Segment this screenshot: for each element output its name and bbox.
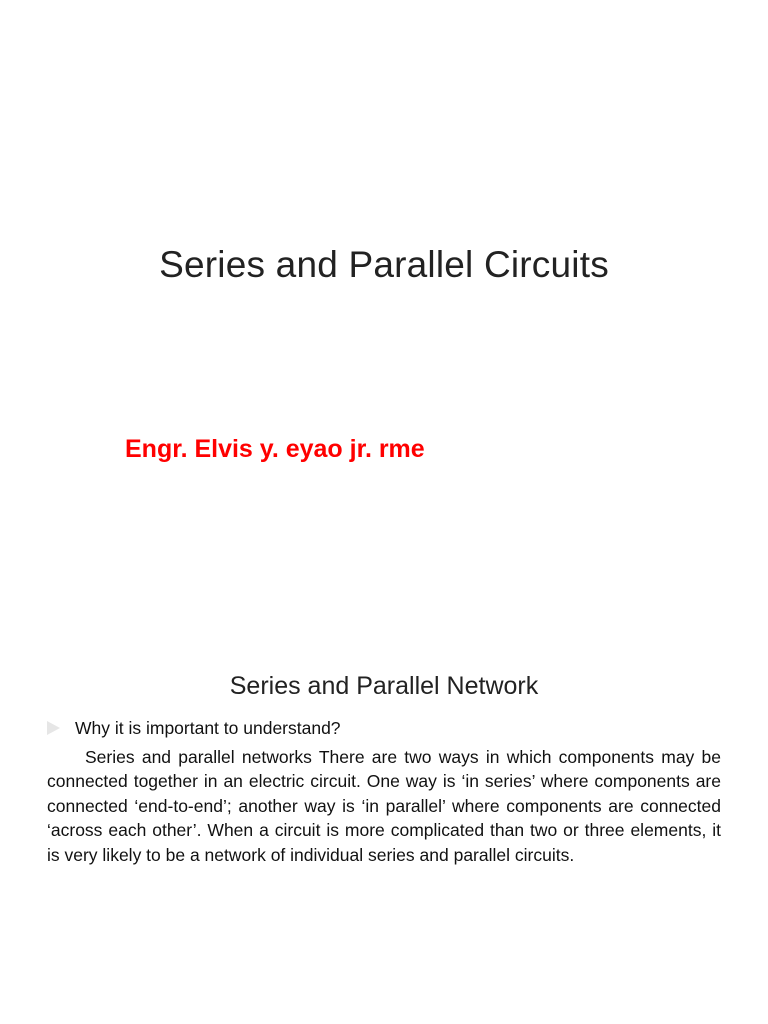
body-paragraph: Series and parallel networks There are two ways in which components may be connected together in an electric circuit. One way is ‘in series’ where components are connected ‘end-to-end’; another way is ‘in parallel’ where components are connected ‘across each other’. When a circuit is more complicated than two or three elements, it is very likely to be a network of individual series and parallel circuits. (47, 747, 721, 865)
bullet-text: Why it is important to understand? (75, 718, 341, 738)
triangle-bullet-icon (47, 721, 60, 735)
bullet-item (47, 715, 341, 741)
content-slide (0, 640, 768, 1024)
author-name: Engr. Elvis y. eyao jr. rme (125, 435, 425, 463)
slide-title: Series and Parallel Circuits (159, 243, 609, 285)
slide-heading: Series and Parallel Network (229, 672, 539, 700)
